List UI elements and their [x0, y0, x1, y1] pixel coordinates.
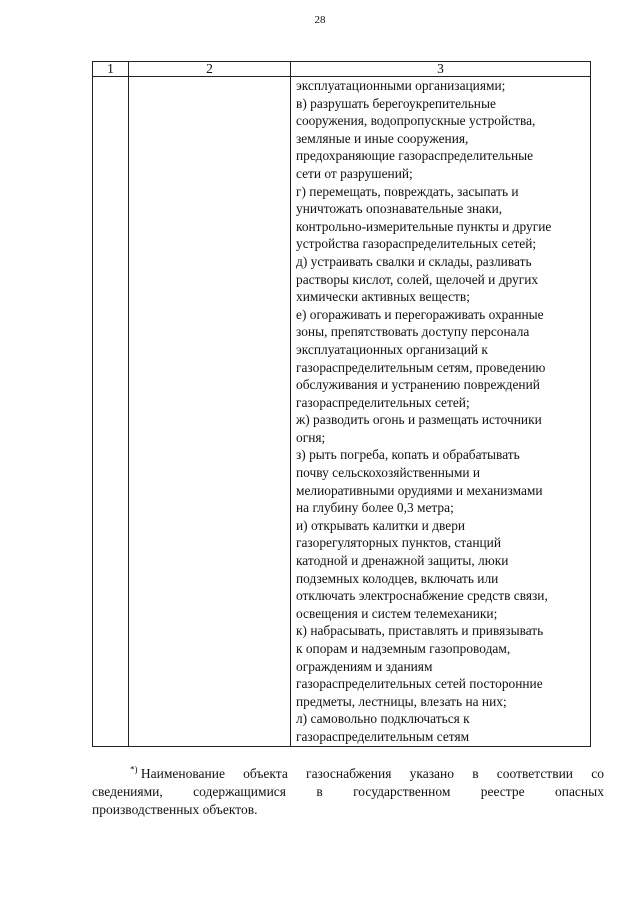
text-line: и) открывать калитки и двери: [296, 517, 466, 533]
text-line: газораспределительных сетей;: [296, 394, 470, 410]
text-line: д) устраивать свалки и склады, разливать: [296, 253, 532, 269]
text-line: г) перемещать, повреждать, засыпать и: [296, 183, 519, 199]
column-1-cell: [93, 77, 129, 747]
footnote-word: содержащимися: [193, 784, 286, 799]
footnote-marker: *): [130, 764, 138, 775]
footnote-word: сведениями,: [92, 784, 163, 799]
text-line: сети от разрушений;: [296, 165, 413, 181]
column-3-cell: [291, 77, 591, 747]
footnote-word: государственном: [353, 784, 451, 799]
text-line: уничтожать опознавательные знаки,: [296, 201, 503, 217]
text-line: в) разрушать берегоукрепительные: [296, 95, 496, 111]
footnote-line-3: производственных объектов.: [92, 802, 258, 817]
text-line: газораспределительным сетям: [296, 728, 470, 744]
text-line: мелиоративными орудиями и механизмами: [296, 482, 543, 498]
column-header-1: 1: [93, 62, 129, 77]
footnote-word: объекта: [243, 766, 288, 781]
footnote-word: опасных: [554, 784, 604, 799]
table-header-row: [93, 62, 591, 77]
text-line: эксплуатационных организаций к: [296, 341, 488, 357]
text-line: предметы, лестницы, влезать на них;: [296, 693, 507, 709]
text-line: почву сельскохозяйственными и: [296, 465, 481, 481]
column-header-2: 2: [129, 62, 291, 77]
footnote-word: Наименование: [140, 766, 225, 781]
footnote-lead: [130, 765, 225, 783]
text-line: сооружения, водопропускные устройства,: [296, 113, 536, 129]
column-2-cell: [129, 77, 291, 747]
text-line: ж) разводить огонь и размещать источники: [296, 412, 542, 428]
text-line: газорегуляторных пунктов, станций: [296, 535, 502, 551]
text-line: газораспределительным сетям, проведению: [296, 359, 546, 375]
text-line: к) набрасывать, приставлять и привязывать: [296, 623, 544, 639]
text-line: е) огораживать и перегораживать охранные: [296, 306, 544, 322]
footnote-word: газоснабжения: [306, 766, 392, 781]
text-line: з) рыть погреба, копать и обрабатывать: [296, 447, 520, 463]
footnote-word: со: [591, 766, 604, 781]
text-line: химически активных веществ;: [296, 289, 470, 305]
text-line: устройства газораспределительных сетей;: [296, 236, 537, 252]
restrictions-text: [296, 77, 588, 746]
column-header-3: 3: [291, 62, 591, 77]
text-line: освещения и систем телемеханики;: [296, 605, 498, 621]
footnote-line-1: [92, 765, 604, 783]
text-line: огня;: [296, 429, 326, 445]
text-line: отключать электроснабжение средств связи,: [296, 588, 548, 604]
text-line: земляные и иные сооружения,: [296, 130, 469, 146]
text-line: л) самовольно подключаться к: [296, 711, 470, 727]
content-table: [92, 61, 591, 747]
footnote-word: реестре: [480, 784, 525, 799]
text-line: обслуживания и устранению повреждений: [296, 377, 540, 393]
text-line: контрольно-измерительные пункты и другие: [296, 218, 552, 234]
text-line: предохраняющие газораспределительные: [296, 148, 534, 164]
text-line: на глубину более 0,3 метра;: [296, 500, 454, 516]
footnote-word: соответствии: [496, 766, 574, 781]
footnote-word: в: [472, 766, 479, 781]
footnote-word: в: [316, 784, 323, 799]
table-row: [93, 77, 591, 747]
text-line: растворы кислот, солей, щелочей и других: [296, 271, 539, 287]
text-line: зоны, препятствовать доступу персонала: [296, 324, 530, 340]
text-line: к опорам и надземным газопроводам,: [296, 641, 511, 656]
text-line: ограждениям и зданиям: [296, 658, 433, 674]
footnote-line-2: [92, 783, 604, 801]
text-line: катодной и дренажной защиты, люки: [296, 553, 509, 569]
page-number: 28: [314, 14, 326, 26]
footnote-word: указано: [409, 766, 455, 781]
footnote: [92, 765, 604, 819]
text-line: эксплуатационными организациями;: [296, 78, 506, 93]
text-line: газораспределительных сетей посторонние: [296, 676, 543, 692]
text-line: подземных колодцев, включать или: [296, 570, 499, 586]
